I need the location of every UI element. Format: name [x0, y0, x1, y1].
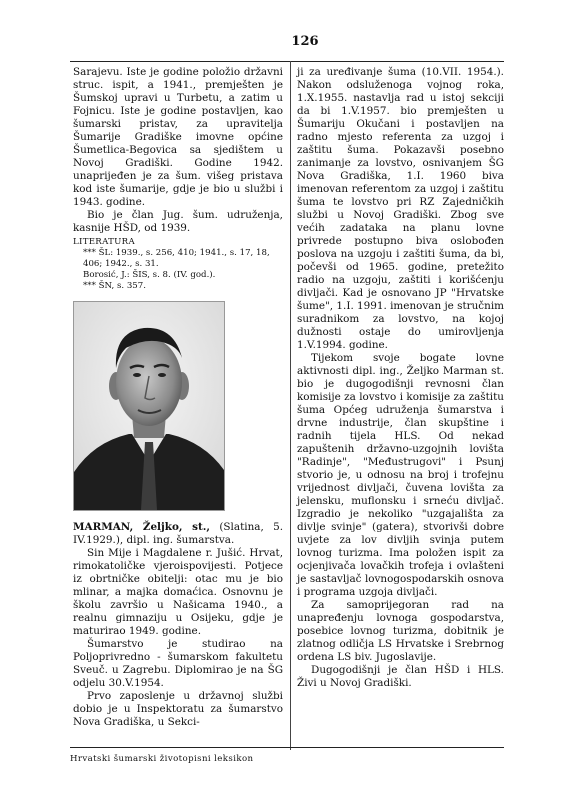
literature-item: *** ŠN, s. 357. — [83, 281, 146, 291]
entry-name: MARMAN, Željko, st., — [73, 521, 211, 533]
footer-rule — [70, 747, 504, 748]
paragraph: Sin Mije i Magdalene r. Jušić. Hrvat, rimokatoličke vjeroispovijesti. Potjece iz obrtničke obitelji: otac mu je bio mlinar, a majka domaćica. Osnovnu je školu završio u Našicama 1940., a realnu gimnaziju u Osijeku, gdje je maturirao 1949. godine. — [73, 547, 283, 637]
literature-item: *** ŠL: 1939., s. 256, 410; 1941., s. 17, 18, 406; 1942., s. 31. — [83, 248, 270, 269]
entry-heading — [73, 521, 283, 547]
header-rule — [70, 61, 504, 62]
column-divider — [290, 61, 291, 750]
page-number: 126 — [291, 34, 319, 49]
footer-text: Hrvatski šumarski životopisni leksikon — [70, 754, 254, 764]
literature-block — [73, 237, 283, 292]
paragraph: ji za uređivanje šuma (10.VII. 1954.). Nakon odsluženoga vojnog roka, 1.X.1955. nastavlja rad u istoj sekciji da bi 1.V.1957. bio premješten u Šumariju Okučani i postavljen na radno mjesto referenta za uzgoj i zaštitu šuma. Pokazavši posebno zanimanje za lovstvo, osnivanjem ŠG Nova Gradiška, 1.I. 1960 biva imenovan referentom za uzgoj i zaštitu šuma te lovstvo pri RZ Zajedničkih službi u Novoj Gradiški. Zbog sve većih zadataka na planu lovne privrede postupno biva oslobođen poslova na uzgoju i zaštiti šuma, da bi, počevši od 1965. godine, pretežito radio na uzgoju, zaštiti i korišćenju divljači. Kad je osnovano JP "Hrvatske šume", 1.I. 1991. imenovan je stručnim suradnikom za lovstvo, na kojoj dužnosti ostaje do umirovljenja 1.V.1994. godine. — [297, 66, 504, 351]
paragraph: Za samoprijegoran rad na unapređenju lovnoga gospodarstva, posebice lovnog turizma, dobitnik je zlatnog odličja LS Hrvatske i Srebrnog ordena LS biv. Jugoslavije. — [297, 599, 504, 663]
right-column — [297, 66, 504, 690]
left-column — [73, 66, 283, 729]
literature-heading: LITERATURA — [73, 237, 135, 247]
paragraph: Tijekom svoje bogate lovne aktivnosti dipl. ing., Željko Marman st. bio je dugogodišnji revnosni član komisije za lovstvo i komisije za zaštitu šuma Općeg udruženja šumarstva i drvne industrije, član skupštine i radnih tijela HLS. Od nekad zapuštenih državno-uzgojnih lovišta "Radinje", "Međustrugovi" i Psunj stvorio je, u odnosu na broj i trofejnu vrijednost divljači, čuvena lovišta za jelensku, muflonsku i srneću divljač. Izgradio je nekoliko "uzgajališta za divlje svinje" (gatera), stvorivši dobre uvjete za lov divljih svinja putem lovnog turizma. Ima položen ispit za ocjenjivača lovačkih trofeja i ovlašteni je sastavljač lovnogospodarskih osnova i programa uzgoja divljači. — [297, 352, 504, 598]
paragraph: Bio je član Jug. šum. udruženja, kasnije HŠD, od 1939. — [73, 209, 283, 234]
paragraph: Dugogodišnji je član HŠD i HLS. Živi u Novoj Gradiški. — [297, 664, 504, 689]
literature-item: Borosić, J.: ŠIS, s. 8. (IV. god.). — [83, 270, 216, 280]
entry-birth-info: (Slatina, 5. IV.1929.), dipl. ing. šumarstva. — [73, 521, 283, 546]
paragraph: Prvo zaposlenje u državnoj službi dobio je u Inspektoratu za šumarstvo Nova Gradiška, u Sekci- — [73, 690, 283, 728]
paragraph: Šumarstvo je studirao na Poljoprivredno - šumarskom fakultetu Sveuč. u Zagrebu. Diplomirao je na ŠG odjelu 30.V.1954. — [73, 638, 283, 689]
paragraph: Sarajevu. Iste je godine položio državni struc. ispit, a 1941., premješten je Šumskoj upravi u Turbetu, a zatim u Fojnicu. Iste je godine postavljen, kao šumarski pristav, za upravitelja Šumarije Gradiške imovne općine Šumetlica-Begovica sa sjedištem u Novoj Gradiški. Godine 1942. unaprijeđen je za šum. višeg pristava kod iste šumarije, gdje je bio u službi i 1943. godine. — [73, 66, 283, 208]
portrait-photo — [73, 301, 225, 511]
portrait-image — [74, 302, 224, 510]
